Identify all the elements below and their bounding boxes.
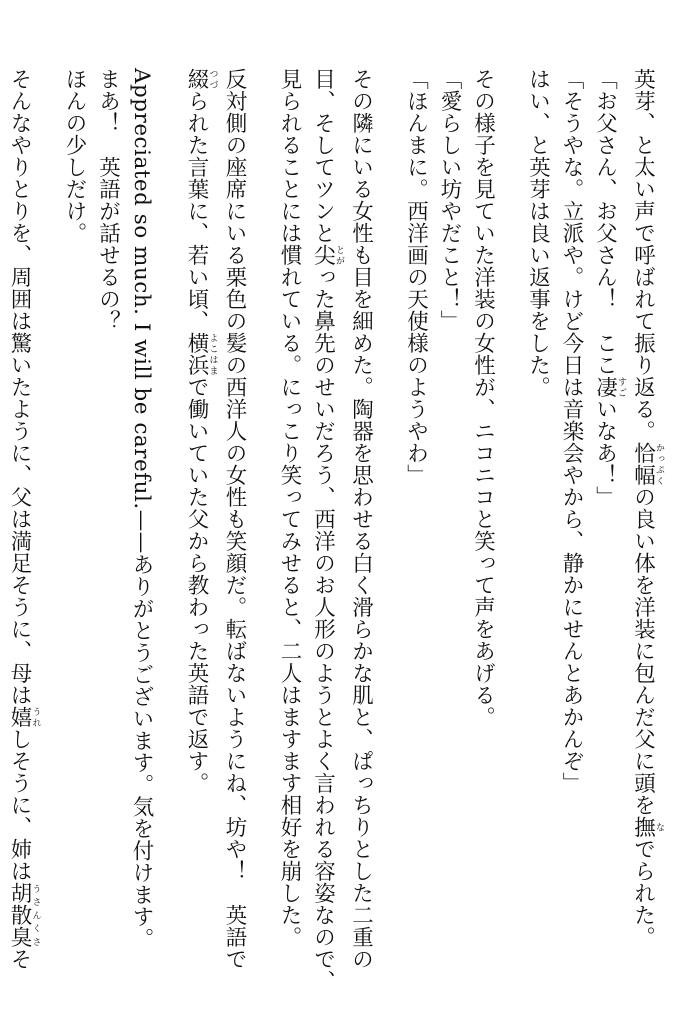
- ruby-reading: とが: [334, 244, 344, 266]
- text-segment: ほんの少しだけ。: [62, 68, 87, 244]
- text-segment: で働いていた父から教わった英語で返す。: [184, 376, 209, 794]
- text-line: [521, 68, 555, 968]
- text-segment: はい、と英芽は良い返事をした。: [525, 68, 551, 398]
- ruby-base: 凄: [592, 376, 618, 398]
- text-line: [273, 68, 307, 968]
- text-line: [626, 68, 664, 968]
- text-line: [3, 68, 58, 968]
- text-line: [433, 68, 467, 968]
- ruby-reading: すご: [616, 376, 626, 398]
- text-segment: その様子を見ていた洋装の女性が、ニコニコと笑って声をあげる。: [470, 68, 496, 728]
- text-line: [91, 68, 125, 968]
- text-line: [588, 68, 626, 968]
- ruby-annotated-word: [630, 816, 664, 838]
- text-line: [555, 68, 589, 968]
- text-line: [399, 68, 433, 968]
- ruby-base: 尖: [310, 244, 336, 266]
- text-segment: 「お父さん、お父さん！ ここ: [592, 68, 618, 376]
- text-segment: そ: [7, 948, 32, 970]
- text-segment: 目、そしてツンと: [310, 68, 336, 244]
- text-segment: まあ！ 英語が話せるの？: [95, 68, 121, 332]
- text-line: [344, 68, 399, 968]
- ruby-annotated-word: [310, 244, 344, 266]
- ruby-base: 撫: [630, 816, 656, 838]
- text-line: [466, 68, 521, 968]
- ruby-base: 胡散臭: [7, 882, 32, 948]
- ruby-annotated-word: [7, 706, 41, 728]
- ruby-base: 嬉: [7, 706, 32, 728]
- text-segment: 「ほんまに。西洋画の天使様のようやわ」: [403, 68, 429, 486]
- text-segment: った鼻先のせいだろう、西洋のお人形のようとよく言われる容姿なので、: [310, 266, 336, 992]
- text-segment: ——ありがとうございます。気を付けます。: [129, 509, 154, 950]
- ruby-annotated-word: [592, 376, 626, 398]
- ruby-reading: よこはま: [207, 332, 218, 376]
- text-segment: でられた。: [630, 838, 656, 948]
- ruby-base: 恰幅: [630, 442, 656, 486]
- ruby-annotated-word: [184, 68, 218, 90]
- text-segment: られた言葉に、若い頃、: [184, 90, 209, 332]
- text-segment: 「愛らしい坊やだこと！」: [437, 68, 462, 332]
- ruby-base: 横浜: [184, 332, 209, 376]
- text-segment: そんなやりとりを、周囲は驚いたように、父は満足そうに、母は: [7, 68, 32, 706]
- vertical-text-block: [7, 68, 664, 992]
- latin-text-segment: Appreciated so much. I will be careful.: [129, 68, 154, 510]
- text-line: [218, 68, 273, 968]
- ruby-reading: うさんくさ: [30, 882, 41, 948]
- ruby-annotated-word: [7, 882, 41, 948]
- text-segment: 反対側の座席にいる栗色の髪の西洋人の女性も笑顔だ。転ばないようにね、坊や！ 英語で: [222, 68, 247, 970]
- text-segment: その隣にいる女性も目を細めた。陶器を思わせる白く滑らかな肌と、ぱっちりとした二重の: [348, 68, 374, 970]
- ruby-reading: な: [654, 816, 664, 838]
- ruby-reading: つづ: [207, 68, 218, 90]
- ruby-annotated-word: [184, 332, 218, 376]
- text-segment: の良い体を洋装に包んだ父に頭を: [630, 486, 656, 816]
- text-line: [125, 68, 180, 968]
- text-line: [58, 68, 92, 968]
- ruby-reading: うれ: [30, 706, 41, 728]
- text-segment: 見られることには慣れている。にっこり笑ってみせると、二人はますます相好を崩した。: [277, 68, 302, 948]
- text-line: [306, 68, 344, 992]
- ruby-reading: かっぷく: [654, 442, 664, 486]
- text-line: [180, 68, 218, 968]
- text-segment: 英芽、と太い声で呼ばれて振り返る。: [630, 68, 656, 442]
- text-segment: しそうに、姉は: [7, 728, 32, 882]
- ruby-annotated-word: [630, 442, 664, 486]
- text-segment: 「そうやな。立派や。けど今日は音楽会やから、静かにせんとあかんぞ」: [559, 68, 584, 794]
- ruby-base: 綴: [184, 68, 209, 90]
- text-segment: いなあ！」: [592, 398, 618, 508]
